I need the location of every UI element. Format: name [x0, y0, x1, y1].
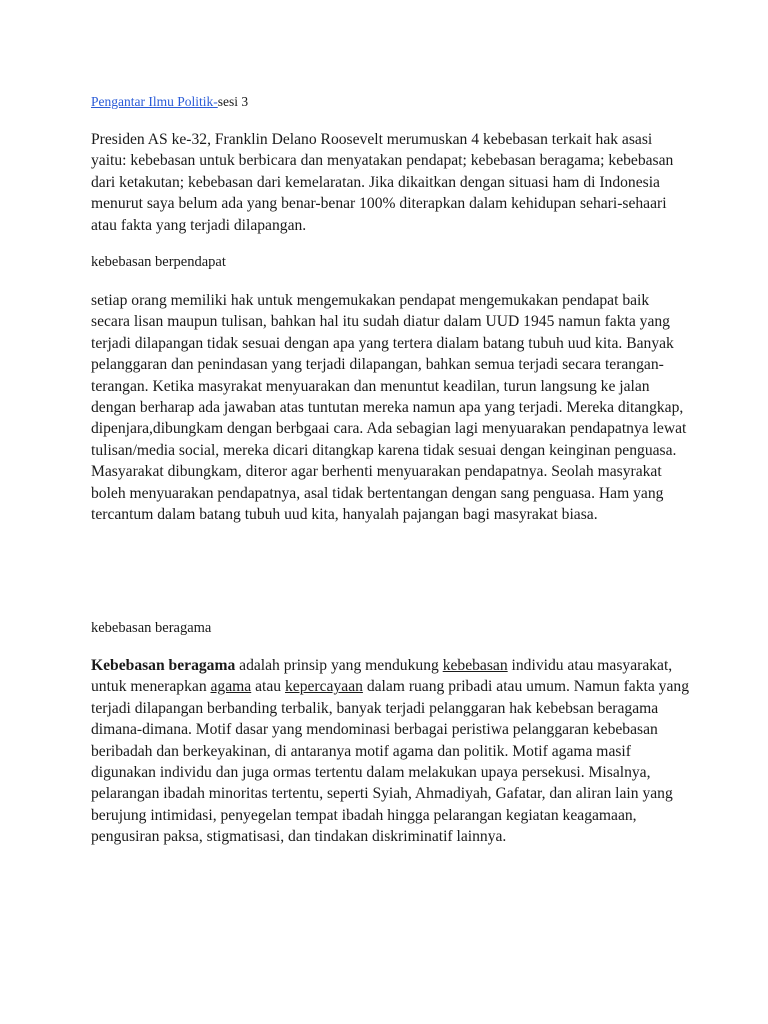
section-heading-berpendapat: kebebasan berpendapat — [91, 254, 226, 270]
document-header — [91, 92, 248, 112]
section-body-berpendapat: setiap orang memiliki hak untuk mengemukakan pendapat mengemukakan pendapat baik secara lisan maupun tulisan, bahkan hal itu sudah diatur dalam UUD 1945 namun fakta yang terjadi dilapangan tidak sesuai dengan apa yang tertera dialam batang tubuh uud kita. Banyak pelanggaran dan penindasan yang terjadi dilapangan, bahkan semua terjadi secara terangan-terangan. Ketika masyrakat menyuarakan dan menuntut keadilan, turun langsung ke jalan dengan berharap ada jawaban atas tuntutan mereka namun apa yang terjadi. Mereka ditangkap, dipenjara,dibungkam dengan berbgaai cara. Ada sebagian lagi menyuarakan pendapatnya lewat tulisan/media social, mereka dicari ditangkap karena tidak sesuai dengan keinginan penguasa. Masyarakat dibungkam, diteror agar berhenti menyuarakan pendapatnya. Seolah masyrakat boleh menyuarakan pendapatnya, asal tidak bertentangan dengan sang penguasa. Ham yang tercantum dalam batang tubuh uud kita, hanyalah pajangan bagi masyrakat biasa. — [91, 292, 687, 524]
link-kepercayaan[interactable]: kepercayaan — [285, 678, 363, 696]
course-link[interactable]: Pengantar Ilmu Politik- — [91, 94, 218, 109]
link-kebebasan[interactable]: kebebasan — [442, 657, 508, 674]
body-text: dalam ruang pribadi atau umum. Namun fakta yang terjadi dilapangan berbanding terbalik, banyak terjadi pelanggaran hak kebebsan beragama dimana-dimana. Motif dasar yang mendominasi berbagai peristiwa pelanggaran kebebasan beribadah dan berkeyakinan, di antaranya motif agama dan politik. Motif agama masif digunakan individu dan juga ormas tertentu dalam melakukan upaya persekusi. Misalnya, pelarangan ibadah minoritas tertentu, seperti Syiah, Ahmadiyah, Gafatar, dan aliran lain yang berujung intimidasi, penyegelan tempat ibadah hingga pelarangan kegiatan keagamaan, pengusiran paksa, stigmatisasi, dan tindakan diskriminatif lainnya. — [91, 678, 689, 846]
intro-paragraph: Presiden AS ke-32, Franklin Delano Roosevelt merumuskan 4 kebebasan terkait hak asasi yaitu: kebebasan untuk berbicara dan menyatakan pendapat; kebebasan beragama; kebebasan dari ketakutan; kebebasan dari kemelaratan. Jika dikaitkan dengan situasi ham di Indonesia menurut saya belum ada yang benar-benar 100% diterapkan dalam kehidupan sehari-sehaari atau fakta yang terjadi dilapangan. — [91, 131, 674, 234]
body-text: adalah prinsip yang mendukung — [235, 657, 443, 674]
section-body-beragama — [91, 655, 691, 848]
bold-term: Kebebasan beragama — [91, 657, 236, 674]
link-agama[interactable]: agama — [210, 678, 252, 696]
body-text: individu atau masyarakat, untuk menerapkan — [91, 657, 673, 696]
session-label: sesi 3 — [217, 94, 249, 109]
body-text: atau — [251, 678, 285, 696]
section-heading-beragama: kebebasan beragama — [91, 620, 212, 636]
